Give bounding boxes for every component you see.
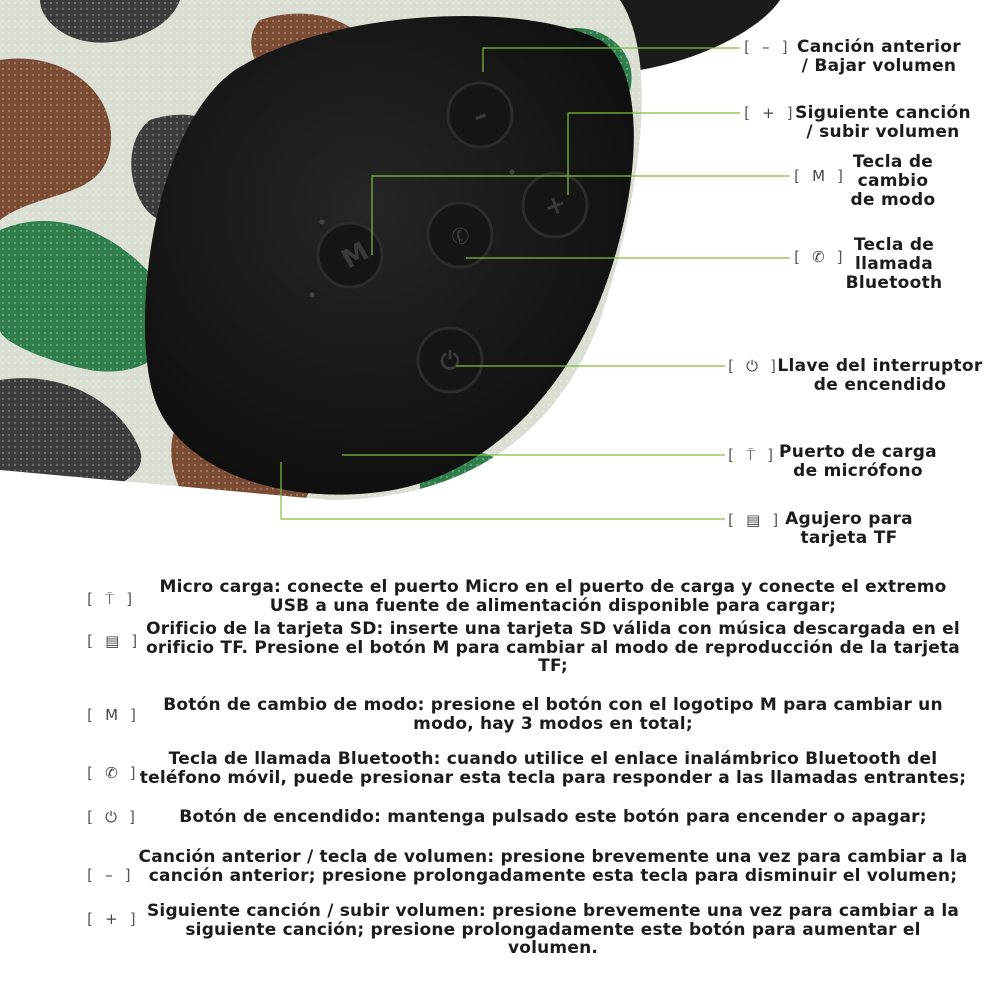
legend-text-mode: Botón de cambio de modo: presione el botón con el logotipo M para cambiar un modo, hay 3 modos en total;: [163, 695, 943, 734]
power-icon: ⏻: [105, 808, 118, 826]
legend-text-charge: Micro carga: conecte el puerto Micro en el puerto de carga y conecte el extremo USB a una fuente de alimentación disponible para cargar;: [159, 577, 947, 616]
charge-port-icon: ⍑: [105, 590, 116, 608]
mode-icon: M: [105, 706, 120, 724]
legend-bracket: [ + ]: [85, 910, 139, 928]
legend-text-power: Botón de encendido: mantenga pulsado este botón para encender o apagar;: [179, 807, 927, 827]
callout-tf-bracket: [ ▤ ]: [726, 511, 782, 529]
minus-icon: –: [762, 38, 771, 56]
mode-icon: M: [812, 167, 827, 185]
legend-text-call: Tecla de llamada Bluetooth: cuando utilice el enlace inalámbrico Bluetooth del teléfono móvil, puede presionar esta tecla para responder a las llamadas entrantes;: [139, 749, 967, 788]
callout-power-bracket: [ ⏻ ]: [726, 357, 779, 375]
callout-prev-label: Canción anterior / Bajar volumen: [797, 37, 961, 76]
legend-bracket: [ – ]: [85, 866, 134, 884]
minus-icon: –: [105, 866, 114, 884]
legend-text-prev: Canción anterior / tecla de volumen: presione brevemente una vez para cambiar a la canción anterior; presione prolongadamente esta tecla para disminuir el volumen;: [138, 847, 968, 886]
legend-bracket: [ ⏻ ]: [85, 808, 138, 826]
svg-text:M: M: [336, 236, 375, 276]
phone-icon: ✆: [105, 764, 119, 782]
svg-text:+: +: [539, 188, 571, 224]
legend-bracket: [ ▤ ]: [85, 632, 141, 650]
callout-mode-label: Tecla de cambio de modo: [850, 152, 936, 210]
plus-icon: +: [762, 104, 776, 122]
power-icon: ⏻: [746, 357, 759, 375]
legend-text-sd: Orificio de la tarjeta SD: inserte una tarjeta SD válida con música descargada en el orificio TF. Presione el botón M para cambiar al modo de reproducción de la tarjeta TF;: [146, 619, 960, 676]
callout-call-label: Tecla de llamada Bluetooth: [845, 235, 943, 293]
legend-bracket: [ ⍑ ]: [85, 590, 136, 608]
charge-port-icon: ⍑: [746, 446, 757, 464]
callout-charge-bracket: [ ⍑ ]: [726, 446, 777, 464]
callout-mode-bracket: [ M ]: [792, 167, 847, 185]
legend-bracket: [ ✆ ]: [85, 764, 139, 782]
callout-next-label: Siguiente canción / subir volumen: [795, 103, 971, 142]
callout-call-bracket: [ ✆ ]: [792, 248, 846, 266]
plus-icon: +: [105, 910, 119, 928]
callout-prev-bracket: [ – ]: [742, 38, 791, 56]
legend-bracket: [ M ]: [85, 706, 140, 724]
sd-card-icon: ▤: [746, 511, 762, 529]
svg-text:–: –: [469, 99, 492, 133]
svg-text:✆: ✆: [447, 221, 476, 253]
callout-power-label: Llave del interruptor de encendido: [777, 356, 983, 395]
sd-card-icon: ▤: [105, 632, 121, 650]
legend-text-next: Siguiente canción / subir volumen: presione brevemente una vez para cambiar a la siguiente canción; presione prolongadamente este botón para aumentar el volumen.: [146, 901, 960, 958]
callout-next-bracket: [ + ]: [742, 104, 796, 122]
callout-charge-label: Puerto de carga de micrófono: [779, 442, 937, 481]
callout-tf-label: Agujero para tarjeta TF: [785, 509, 913, 548]
phone-icon: ✆: [812, 248, 826, 266]
svg-text:⏻: ⏻: [440, 347, 460, 375]
